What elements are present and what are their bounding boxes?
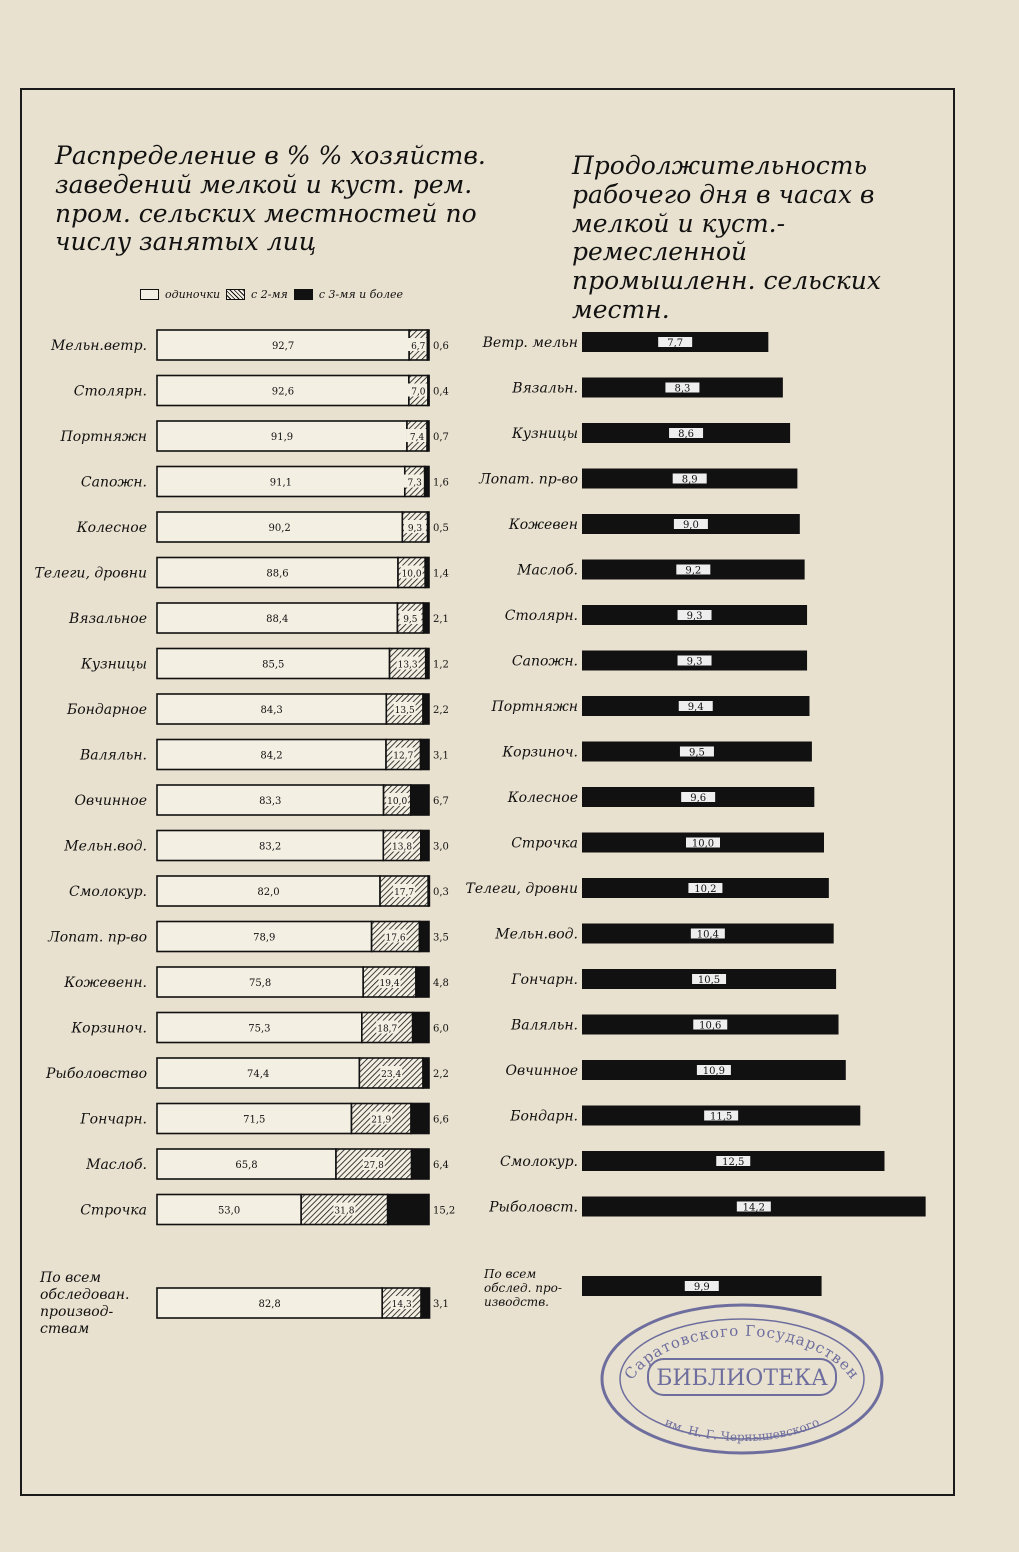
- label-three-16: 6,0: [433, 1023, 449, 1035]
- label-three-20: 15,2: [433, 1205, 456, 1217]
- category-label-total: По всем: [484, 1267, 537, 1281]
- label-two-12: 13,8: [392, 842, 413, 853]
- label-single-12: 83,2: [259, 841, 282, 853]
- label-hours-19: 12,5: [722, 1157, 745, 1168]
- label-single-total: 82,8: [258, 1299, 281, 1310]
- category-label-1: Мельн.ветр.: [51, 338, 147, 354]
- bar-three-20: [388, 1195, 429, 1225]
- bar-three-8: [426, 649, 429, 679]
- library-stamp: [596, 1295, 888, 1455]
- legend-label-single: одиночки: [165, 288, 221, 301]
- label-hours-13: 10,2: [694, 884, 717, 895]
- label-single-3: 91,9: [270, 432, 294, 443]
- stamp-center-text: БИБЛИОТЕКА: [656, 1366, 828, 1391]
- label-single-19: 65,8: [235, 1160, 258, 1171]
- category-label-total: обследован.: [40, 1287, 130, 1303]
- label-three-10: 3,1: [433, 750, 449, 762]
- label-three-14: 3,5: [433, 932, 449, 944]
- category-label-9: Портняжн: [491, 699, 578, 715]
- label-two-total: 14,3: [391, 1300, 412, 1310]
- bar-three-1: [427, 330, 429, 360]
- bar-three-2: [428, 376, 429, 406]
- label-hours-17: 10,9: [702, 1066, 726, 1077]
- label-two-8: 13,3: [397, 660, 418, 671]
- category-label-3: Портняжн: [60, 429, 147, 445]
- label-single-9: 84,3: [260, 705, 283, 716]
- legend-label-two: с 2-мя: [251, 288, 288, 301]
- label-three-6: 1,4: [433, 568, 449, 580]
- bar-three-4: [425, 467, 429, 497]
- category-label-8: Кузницы: [80, 656, 147, 673]
- label-single-20: 53,0: [217, 1205, 241, 1217]
- label-two-2: 7,0: [411, 387, 426, 398]
- category-label-15: Кожевенн.: [64, 975, 147, 991]
- label-hours-10: 9,5: [688, 747, 705, 759]
- bar-three-7: [423, 603, 429, 633]
- label-hours-14: 10,4: [696, 929, 719, 941]
- label-single-10: 84,2: [260, 750, 283, 762]
- label-hours-total: 9,9: [693, 1282, 710, 1293]
- bar-three-10: [421, 740, 429, 770]
- category-label-4: Сапожн.: [80, 474, 147, 491]
- category-label-13: Смолокур.: [69, 884, 147, 900]
- label-three-9: 2,2: [433, 705, 449, 716]
- label-two-13: 17,7: [394, 888, 415, 898]
- label-hours-16: 10,6: [699, 1020, 722, 1032]
- bar-three-17: [423, 1058, 429, 1088]
- category-label-7: Столярн.: [504, 608, 578, 624]
- label-three-5: 0,5: [433, 523, 449, 534]
- label-single-7: 88,4: [266, 614, 289, 625]
- label-three-8: 1,2: [433, 659, 449, 671]
- label-single-13: 82,0: [257, 887, 280, 898]
- category-label-19: Смолокур.: [500, 1154, 578, 1170]
- category-label-19: Маслоб.: [86, 1157, 147, 1173]
- category-label-15: Гончарн.: [511, 972, 578, 988]
- category-label-total: ствам: [40, 1321, 90, 1337]
- label-hours-12: 10,0: [691, 838, 715, 850]
- label-hours-6: 9,2: [685, 565, 702, 577]
- bar-three-total: [421, 1288, 429, 1318]
- category-label-13: Телеги, дровни: [465, 881, 578, 897]
- label-single-14: 78,9: [253, 932, 276, 944]
- category-label-total: обслед. про-: [484, 1281, 562, 1295]
- label-two-18: 21,9: [371, 1115, 392, 1126]
- label-single-18: 71,5: [243, 1114, 266, 1126]
- legend-label-three: с 3-мя и более: [318, 288, 404, 301]
- label-hours-1: 7,7: [667, 338, 684, 349]
- category-label-total: производ-: [40, 1304, 114, 1320]
- bar-three-12: [421, 831, 429, 861]
- right-bar-chart: [466, 332, 926, 1309]
- label-single-4: 91,1: [269, 477, 293, 489]
- label-two-11: 10,0: [387, 797, 408, 807]
- category-label-17: Овчинное: [505, 1063, 578, 1079]
- label-single-2: 92,6: [271, 386, 295, 398]
- category-label-2: Вязальн.: [512, 380, 578, 397]
- bar-three-14: [419, 922, 429, 952]
- label-two-20: 31,8: [334, 1206, 355, 1217]
- label-two-1: 6,7: [411, 342, 426, 352]
- bar-three-13: [428, 876, 429, 906]
- category-label-12: Строчка: [511, 835, 578, 852]
- category-label-5: Кожевен: [508, 517, 578, 533]
- label-hours-5: 9,0: [682, 520, 699, 531]
- bar-three-5: [428, 512, 429, 542]
- label-single-15: 75,8: [248, 978, 272, 989]
- left-chart-title: Распределение в % % хозяйств. заведений мелкой и куст. рем. пром. сельских местностей по числу занятых лиц: [55, 141, 486, 257]
- label-three-19: 6,4: [433, 1160, 449, 1171]
- label-three-11: 6,7: [433, 796, 449, 807]
- category-label-4: Лопат. пр-во: [479, 471, 578, 488]
- bar-three-15: [416, 967, 429, 997]
- label-three-15: 4,8: [433, 978, 449, 989]
- category-label-10: Корзиноч.: [502, 744, 578, 761]
- label-single-5: 90,2: [268, 523, 291, 534]
- category-label-17: Рыболовство: [46, 1066, 147, 1082]
- label-two-7: 9,5: [403, 615, 418, 625]
- label-three-13: 0,3: [433, 887, 449, 898]
- category-label-total: По всем: [40, 1270, 101, 1286]
- label-two-10: 12,7: [393, 751, 414, 762]
- category-label-6: Телеги, дровни: [34, 565, 147, 582]
- label-three-17: 2,2: [433, 1069, 449, 1080]
- label-hours-18: 11,5: [710, 1111, 733, 1123]
- bar-three-19: [412, 1149, 429, 1179]
- left-stacked-bar-chart: [35, 330, 456, 1337]
- category-label-18: Бондарн.: [510, 1108, 578, 1125]
- label-two-5: 9,3: [407, 524, 423, 534]
- category-label-5: Колесное: [76, 520, 147, 536]
- label-two-16: 18,7: [377, 1024, 398, 1035]
- label-three-7: 2,1: [433, 614, 449, 625]
- label-single-1: 92,7: [271, 341, 295, 352]
- category-label-18: Гончарн.: [80, 1111, 147, 1128]
- category-label-16: Валяльн.: [510, 1017, 578, 1034]
- stamp-bottom-text: им. Н. Г. Чернышевского: [662, 1415, 822, 1445]
- label-two-15: 19,4: [379, 979, 400, 989]
- category-label-20: Строчка: [80, 1202, 147, 1219]
- label-two-17: 23,4: [381, 1070, 402, 1080]
- label-hours-7: 9,3: [686, 611, 703, 622]
- category-label-10: Валяльн.: [79, 747, 147, 764]
- category-label-9: Бондарное: [66, 702, 147, 718]
- category-label-12: Мельн.вод.: [64, 838, 147, 855]
- label-hours-9: 9,4: [687, 702, 704, 713]
- label-two-9: 13,5: [394, 706, 415, 716]
- category-label-11: Овчинное: [74, 793, 147, 809]
- right-chart-title: Продолжительность рабочего дня в часах в мелкой и куст.-ремесленной промышленн. сельских местн.: [572, 151, 881, 324]
- bar-three-3: [427, 421, 429, 451]
- bar-three-18: [411, 1104, 429, 1134]
- label-two-14: 17,6: [385, 933, 406, 944]
- label-two-4: 7,3: [407, 478, 422, 489]
- label-three-total: 3,1: [433, 1299, 449, 1310]
- label-three-3: 0,7: [433, 432, 449, 443]
- bar-three-16: [413, 1013, 429, 1043]
- category-label-11: Колесное: [507, 790, 578, 806]
- label-hours-8: 9,3: [686, 656, 703, 668]
- category-label-3: Кузницы: [511, 426, 578, 442]
- label-three-12: 3,0: [433, 841, 449, 853]
- label-hours-4: 8,9: [681, 474, 698, 486]
- label-single-11: 83,3: [259, 796, 282, 807]
- category-label-14: Лопат. пр-во: [48, 929, 147, 946]
- category-label-1: Ветр. мельн: [482, 335, 578, 351]
- label-hours-11: 9,6: [690, 793, 707, 804]
- bar-three-11: [411, 785, 429, 815]
- label-hours-15: 10,5: [697, 975, 721, 986]
- category-label-8: Сапожн.: [511, 653, 578, 670]
- category-label-total: изводств.: [484, 1295, 549, 1309]
- label-three-2: 0,4: [433, 386, 449, 398]
- category-label-2: Столярн.: [73, 383, 147, 400]
- category-label-6: Маслоб.: [517, 562, 578, 579]
- label-hours-2: 8,3: [674, 383, 691, 395]
- category-label-14: Мельн.вод.: [495, 926, 578, 943]
- bar-three-9: [423, 694, 429, 724]
- label-two-6: 10,0: [401, 569, 422, 580]
- category-label-16: Корзиноч.: [71, 1020, 147, 1037]
- label-single-8: 85,5: [262, 659, 285, 671]
- label-three-18: 6,6: [433, 1114, 449, 1126]
- label-single-17: 74,4: [247, 1069, 270, 1080]
- stamp-arc-text: Саратовского Государствен: [620, 1321, 864, 1384]
- label-two-19: 27,8: [363, 1161, 384, 1171]
- category-label-20: Рыболовст.: [489, 1199, 578, 1216]
- label-three-1: 0,6: [433, 341, 449, 352]
- label-single-6: 88,6: [266, 568, 289, 580]
- label-hours-3: 8,6: [678, 429, 695, 440]
- label-two-3: 7,4: [409, 433, 425, 443]
- category-label-7: Вязальное: [68, 611, 147, 627]
- label-hours-20: 14,2: [742, 1202, 765, 1214]
- bar-three-6: [425, 558, 429, 588]
- label-three-4: 1,6: [433, 477, 449, 489]
- label-single-16: 75,3: [248, 1023, 271, 1035]
